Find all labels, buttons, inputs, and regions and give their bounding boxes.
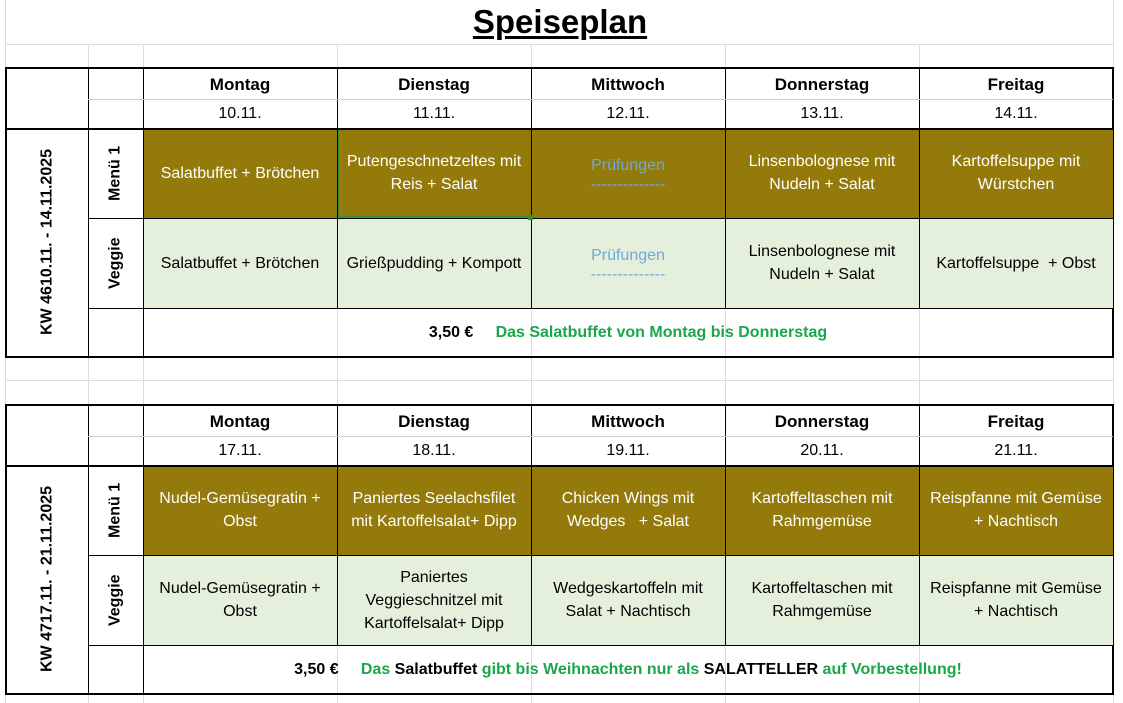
veggie-cell[interactable]: [725, 555, 919, 645]
veggie-cell[interactable]: [919, 218, 1113, 308]
day-date: 19.11.: [606, 442, 650, 459]
veggie-text: Linsenbolognese mit Nudeln + Salat: [748, 243, 900, 283]
menu-cell[interactable]: [725, 128, 919, 218]
table-border: [725, 67, 726, 308]
veggie-cell[interactable]: [725, 218, 919, 308]
day-date: 10.11.: [218, 105, 262, 122]
footer-note: [143, 645, 1113, 693]
table-border: [919, 67, 920, 308]
veggie-text: Salatbuffet + Brötchen: [160, 254, 320, 272]
day-header: Montag: [209, 411, 271, 431]
row-label-veggie: Veggie: [106, 237, 124, 289]
menu-cell[interactable]: [919, 465, 1113, 555]
dash-line: --------------: [590, 265, 666, 283]
day-header: Donnerstag: [774, 74, 870, 94]
table-border: [88, 555, 1113, 556]
menu-text: Nudel-Gemüsegratin + Obst: [159, 490, 326, 530]
menu-cell[interactable]: [143, 128, 337, 218]
day-header: Mittwoch: [591, 74, 665, 94]
page-title: Speiseplan: [472, 3, 648, 40]
menu-cell[interactable]: [919, 128, 1113, 218]
price: 3,50 €: [428, 323, 474, 341]
table-border: [5, 465, 1114, 467]
footer-text: Das Salatbuffet von Montag bis Donnerstag: [495, 323, 828, 341]
table-border: [143, 404, 144, 693]
menu-text: Linsenbolognese mit Nudeln + Salat: [748, 153, 900, 193]
veggie-cell[interactable]: [143, 555, 337, 645]
week-number: KW 46: [38, 286, 56, 335]
veggie-text: Kartoffeltaschen mit Rahmgemüse: [751, 580, 897, 620]
footer-note: [143, 308, 1113, 356]
menu-text: Reispfanne mit Gemüse + Nachtisch: [930, 490, 1111, 530]
veggie-cell[interactable]: [337, 555, 531, 645]
week-range: 17.11. - 21.11.2025: [38, 486, 56, 624]
veggie-text: Prüfungen: [591, 246, 665, 264]
day-date: 17.11.: [218, 442, 262, 459]
day-date: 20.11.: [800, 442, 844, 459]
week-number: KW 47: [38, 623, 56, 672]
table-border: [531, 67, 532, 308]
menu-text: Paniertes Seelachsfilet mit Kartoffelsalat+ Dipp: [351, 490, 520, 530]
day-header: Mittwoch: [591, 411, 665, 431]
table-border: [143, 67, 144, 356]
menu-cell[interactable]: [337, 465, 531, 555]
veggie-text: Wedgeskartoffeln mit Salat + Nachtisch: [553, 580, 708, 620]
veggie-text: Paniertes Veggieschnitzel mit Kartoffelsalat+ Dipp: [364, 568, 507, 632]
grid-line: [5, 380, 1114, 381]
row-label-menu: Menü 1: [106, 482, 124, 538]
day-header: Dienstag: [398, 411, 470, 431]
table-border: [88, 67, 89, 356]
row-label-veggie: Veggie: [106, 574, 124, 626]
day-date: 21.11.: [994, 442, 1038, 459]
footer-text-part: gibt bis Weihnachten nur als: [477, 660, 704, 678]
day-header: Donnerstag: [774, 411, 870, 431]
table-border: [88, 404, 89, 693]
veggie-cell[interactable]: [143, 218, 337, 308]
day-date: 13.11.: [800, 105, 844, 122]
menu-text: Salatbuffet + Brötchen: [160, 164, 320, 182]
menu-text: Putengeschnetzeltes mit Reis + Salat: [346, 153, 526, 193]
menu-cell[interactable]: [531, 128, 725, 218]
table-border: [919, 404, 920, 645]
table-border: [531, 404, 532, 645]
dash-line: --------------: [590, 175, 666, 193]
day-header: Montag: [209, 74, 271, 94]
footer-text-part: Salatbuffet: [394, 660, 478, 678]
veggie-cell[interactable]: [337, 218, 531, 308]
price: 3,50 €: [294, 660, 339, 678]
row-label-menu: Menü 1: [106, 145, 124, 201]
selection-handle[interactable]: [528, 215, 533, 220]
day-date: 18.11.: [412, 442, 456, 459]
week-label: [7, 128, 88, 356]
menu-cell[interactable]: [531, 465, 725, 555]
day-header: Freitag: [987, 74, 1045, 94]
veggie-cell[interactable]: [531, 218, 725, 308]
veggie-text: Nudel-Gemüsegratin + Obst: [159, 580, 326, 620]
veggie-text: Reispfanne mit Gemüse + Nachtisch: [930, 580, 1111, 620]
veggie-cell[interactable]: [919, 555, 1113, 645]
table-border: [725, 404, 726, 645]
table-border: [88, 645, 1113, 646]
week-range: 10.11. - 14.11.2025: [38, 149, 56, 287]
table-border: [5, 128, 1114, 130]
menu-text: Kartoffelsuppe mit Würstchen: [951, 153, 1085, 193]
table-border: [337, 67, 338, 308]
table-border: [88, 308, 1113, 309]
week-label: [7, 465, 88, 693]
veggie-text: Grießpudding + Kompott: [346, 254, 522, 272]
table-border: [88, 218, 1113, 219]
table-border: [88, 99, 1113, 100]
menu-cell[interactable]: [337, 128, 531, 218]
spacer: [473, 321, 495, 344]
veggie-text: Kartoffelsuppe + Obst: [936, 254, 1096, 272]
day-date: 12.11.: [606, 105, 650, 122]
day-header: Dienstag: [398, 74, 470, 94]
footer-text-part: SALATTELLER: [703, 660, 819, 678]
day-date: 14.11.: [994, 105, 1038, 122]
menu-cell[interactable]: [725, 465, 919, 555]
grid-line: [5, 44, 1114, 45]
day-header: Freitag: [987, 411, 1045, 431]
menu-cell[interactable]: [143, 465, 337, 555]
menu-text: Prüfungen: [591, 156, 665, 174]
veggie-cell[interactable]: [531, 555, 725, 645]
footer-text-part: auf Vorbestellung!: [818, 660, 962, 678]
table-border: [88, 436, 1113, 437]
menu-text: Chicken Wings mit Wedges + Salat: [561, 490, 699, 530]
spacer: [339, 658, 361, 681]
table-border: [337, 404, 338, 645]
footer-text-part: Das: [360, 660, 395, 678]
day-date: 11.11.: [412, 105, 456, 122]
menu-text: Kartoffeltaschen mit Rahmgemüse: [751, 490, 897, 530]
